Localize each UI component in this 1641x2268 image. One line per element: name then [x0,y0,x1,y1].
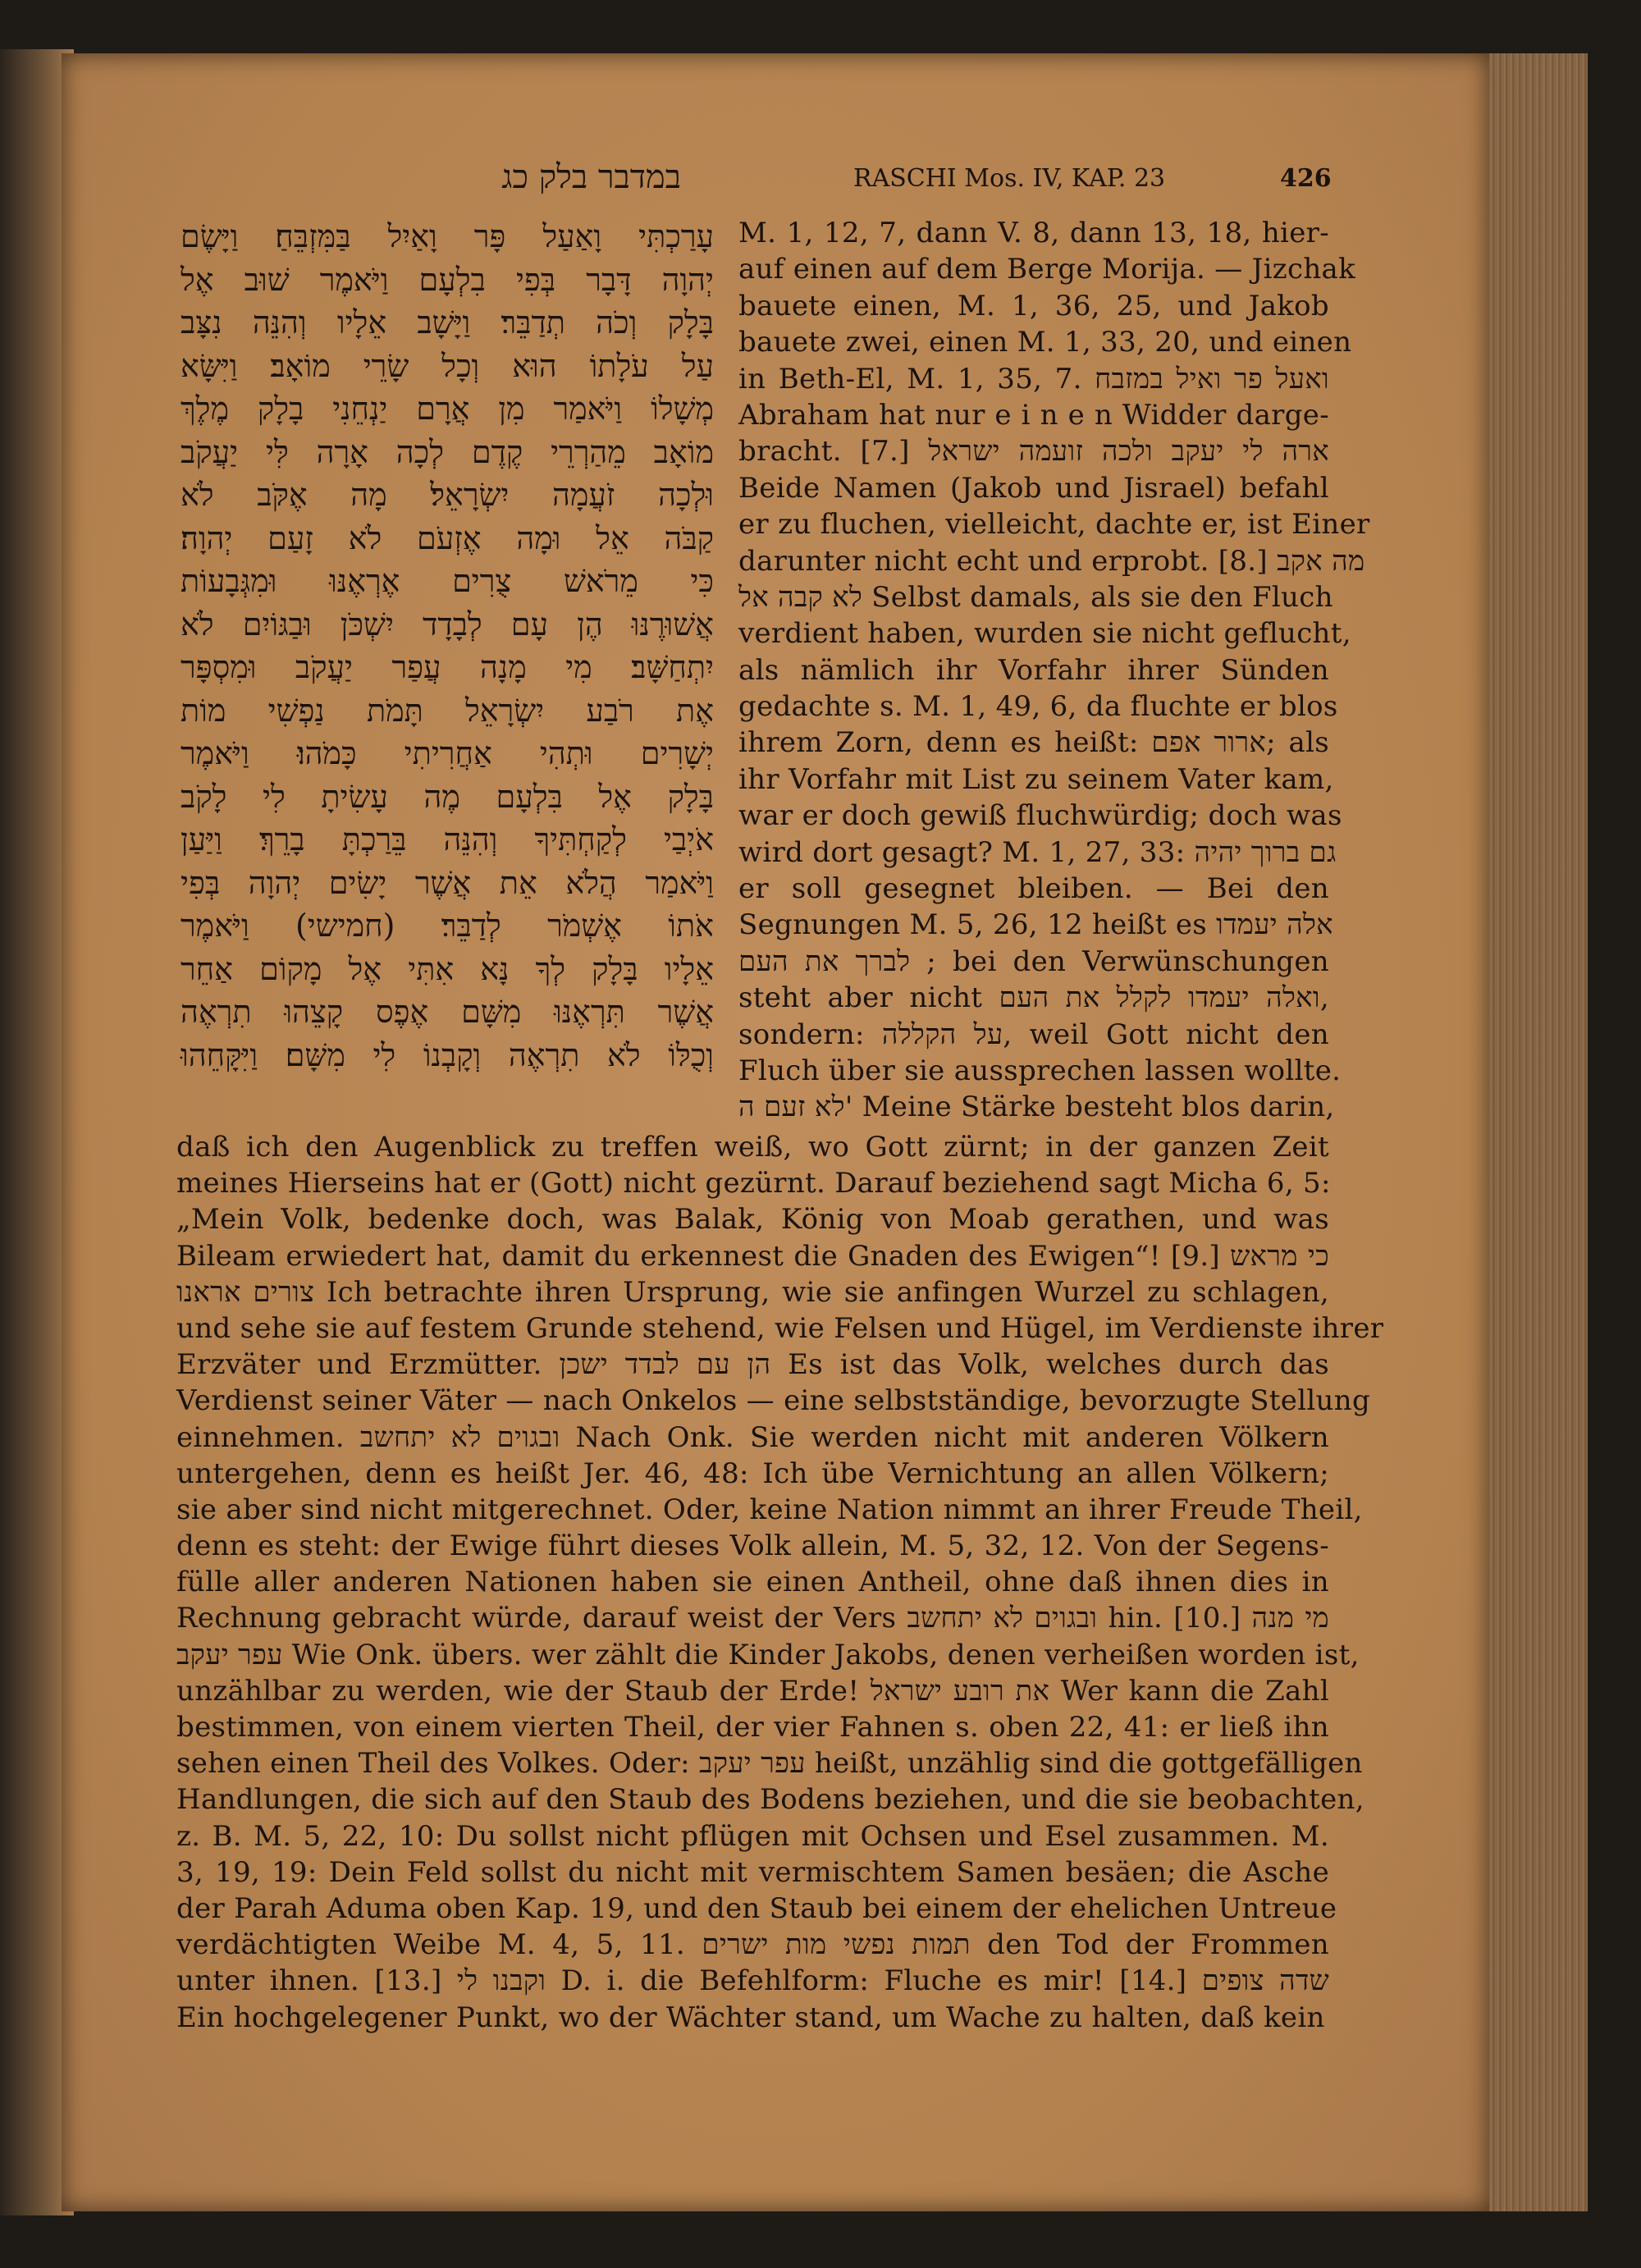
de-line-text: sondern: על הקללה, weil Gott nicht den [738,1017,1329,1051]
fw-line-text: Ein hochgelegener Punkt, wo der Wächter stand, um Wache zu halten, daß kein [176,2001,1325,2034]
heb-line-text: וַיֹּאמַר הֲלֹא אֵת אֲשֶׁר יָשִׂים יְהוָה בְּפִי [181,864,714,901]
heb-line-text: אֶת רֹבַע יִשְׂרָאֵל תָּמֹת נַפְשִׁי מוֹת [181,692,714,729]
de-line-text: verdient haben, wurden sie nicht geflucht, [738,617,1351,651]
fw-line-text: denn es steht: der Ewige führt dieses Volk allein, M. 5, 32, 12. Von der Segens- [176,1530,1329,1563]
heb-line-text: אֹתוֹ אֶשְׁמֹר לְדַבֵּר׃ (חמישי) וַיֹּאמֶר [181,908,714,944]
fw-line-text: z. B. M. 5, 22, 10: Du sollst nicht pflügen mit Ochsen und Esel zusammen. M. [176,1819,1329,1853]
de-line-text: gedachte s. M. 1, 49, 6, da fluchte er blos [738,690,1338,724]
hebrew-running-head: במדבר בלק כג [501,158,681,196]
page-edges [1489,53,1588,2211]
fw-line-text: sie aber sind nicht mitgerechnet. Oder, keine Nation nimmt an ihrer Freude Theil, [176,1493,1363,1526]
heb-line-text: בָּלָק אֶל בִּלְעָם מֶה עָשִׂיתָ לִי לָקֹב [181,778,714,815]
fw-line-text: bestimmen, von einem vierten Theil, der vier Fahnen s. oben 22, 41: er ließ ihn [176,1711,1329,1744]
de-line-text: Abraham hat nur e i n e n Widder darge- [738,398,1329,432]
fw-line-text: unzählbar zu werden, wie der Staub der Erde! את רובע ישראל Wer kann die Zahl [176,1674,1329,1708]
de-line-text: Beide Namen (Jakob und Jisrael) befahl [738,471,1329,505]
heb-line-text: וּלְכָה זֹעֲמָה יִשְׂרָאֵל׃ מָה אֶקֹּב לֹא [181,477,714,513]
de-line-text: bauete zwei, einen M. 1, 33, 20, und einen [738,326,1352,359]
fw-line-text: meines Hierseins hat er (Gott) nicht gezürnt. Darauf beziehend sagt Micha 6, 5: [176,1167,1331,1200]
heb-line-text: עָרַכְתִּי וָאַעַל פָּר וָאַיִל בַּמִּזְבֵּחַ׃ וַיָּשֶׂם [181,218,714,254]
fw-line-text: Handlungen, die sich auf den Staub des Bodens beziehen, und die sie beobachten, [176,1783,1364,1817]
heb-line-text: יְהוָה דָּבָר בְּפִי בִלְעָם וַיֹּאמֶר שׁוּב אֶל [181,261,714,298]
heb-line-text: אֵלָיו בָּלָק לְךָ נָּא אִתִּי אֶל מָקוֹם אַחֵר [181,950,714,987]
fw-line-text: Erzväter und Erzmütter. הן עם לבדד ישכן Es ist das Volk, welches durch das [176,1348,1329,1382]
de-line-text: als nämlich ihr Vorfahr ihrer Sünden [738,653,1329,687]
de-line-text: ihrem Zorn, denn es heißt: ארור אפם; als [738,726,1329,760]
fw-line-text: fülle aller anderen Nationen haben sie einen Antheil, ohne daß ihnen dies in [176,1566,1329,1599]
page-number: 426 [1280,164,1332,193]
fw-line-text: einnehmen. ובגוים לא יתחשב Nach Onk. Sie werden nicht mit anderen Völkern [176,1420,1329,1454]
fw-line-text: und sehe sie auf festem Grunde stehend, wie Felsen und Hügel, im Verdienste ihrer [176,1311,1384,1345]
fw-line-text: Verdienst seiner Väter — nach Onkelos — eine selbstständige, bevorzugte Stellung [176,1384,1371,1418]
de-line-text: wird dort gesagt? M. 1, 27, 33: גם ברוך יהיה [738,835,1337,869]
fw-line-text: verdächtigten Weibe M. 4, 5, 11. תמות נפשי מות ישרים den Tod der Frommen [176,1928,1329,1962]
de-line-text: לא קבה אל Selbst damals, als sie den Fluch [738,580,1333,614]
de-line-text: in Beth-El, M. 1, 35, 7. ואעל פר ואיל במזבח [738,362,1329,396]
fw-line-text: „Mein Volk, bedenke doch, was Balak, König von Moab gerathen, und was [176,1203,1329,1237]
de-line-text: auf einen auf dem Berge Morija. — Jizchak [738,253,1355,286]
de-line-text: Segnungen M. 5, 26, 12 heißt es אלה יעמדו [738,908,1333,942]
heb-line-text: כִּי מֵרֹאשׁ צֻרִים אֶרְאֶנּוּ וּמִגְּבָעוֹת [181,563,714,599]
de-line-text: bracht. [7.] ארה לי יעקב ולכה זועמה ישראל [738,435,1330,469]
heb-line-text: יְשָׁרִים וּתְהִי אַחֲרִיתִי כָּמֹהוּ׃ וַיֹּאמֶר [181,735,714,771]
de-line-text: Fluch über sie aussprechen lassen wollte. [738,1054,1342,1087]
running-head-title: RASCHI Mos. IV, KAP. 23 [853,164,1166,193]
commentary-full-width [176,1129,1384,2036]
heb-line-text: מְשָׁלוֹ וַיֹּאמַר מִן אֲרָם יַנְחֵנִי בָלָק מֶלֶךְ [181,391,714,427]
de-line-text: bauete einen, M. 1, 36, 25, und Jakob [738,289,1329,322]
de-line-text: ihr Vorfahr mit List zu seinem Vater kam, [738,762,1334,796]
heb-line-text: בָּלָק וְכֹה תְדַבֵּר׃ וַיָּשָׁב אֵלָיו וְהִנֵּה נִצָּב [181,304,714,341]
commentary-right-column [738,215,1370,1126]
heb-line-text: מוֹאָב מֵהַרְרֵי קֶדֶם לְכָה אָרָה לִּי יַעֲקֹב [181,433,714,470]
fw-line-text: der Parah Aduma oben Kap. 19, und den Staub bei einem der ehelichen Untreue [176,1891,1337,1925]
de-line-text: er soll gesegnet bleiben. — Bei den [738,872,1329,906]
de-line-text: לא זעם ה' Meine Stärke besteht blos darin, [738,1091,1335,1124]
de-line-text: steht aber nicht ואלה יעמדו לקלל את העם, [738,981,1329,1015]
fw-line-text: Rechnung gebracht würde, darauf weist der Vers ובגוים לא יתחשב hin. [10.] מי מנה [176,1602,1329,1635]
fw-line-text: 3, 19, 19: Dein Feld sollst du nicht mit vermischtem Samen besäen; die Asche [176,1855,1329,1889]
heb-line-text: אֲשֶׁר תִּרְאֶנּוּ מִשָּׁם אֶפֶס קָצֵהוּ תִרְאֶה [181,994,714,1030]
heb-line-text: וְכֻלּוֹ לֹא תִרְאֶה וְקָבְנוֹ לִי מִשָּׁם׃ וַיִּקָּחֵהוּ [181,1036,714,1073]
heb-line-text: אֲשׁוּרֶנּוּ הֶן עָם לְבָדָד יִשְׁכֹּן וּבַגּוֹיִם לֹא [181,606,714,642]
fw-line-text: צורים אראנו Ich betrachte ihren Ursprung, wie sie anfingen Wurzel zu schlagen, [176,1275,1329,1309]
heb-line-text: יִתְחַשָּׁב׃ מִי מָנָה עֲפַר יַעֲקֹב וּמִסְפָּר [181,649,714,685]
fw-line-text: Bileam erwiedert hat, damit du erkennest die Gnaden des Ewigen“! [9.] כי מראש [176,1239,1329,1273]
de-line-text: darunter nicht echt und erprobt. [8.] מה אקב [738,544,1365,578]
fw-line-text: sehen einen Theil des Volkes. Oder: עפר יעקב heißt, unzählig sind die gottgefälligen [176,1747,1363,1781]
fw-line-text: עפר יעקב Wie Onk. übers. wer zählt die Kinder Jakobs, denen verheißen worden ist, [176,1638,1360,1671]
de-line-text: er zu fluchen, vielleicht, dachte er, ist Einer [738,508,1370,542]
fw-line-text: untergehen, denn es heißt Jer. 46, 48: Ich übe Vernichtung an allen Völkern; [176,1456,1329,1490]
de-line-text: M. 1, 12, 7, dann V. 8, dann 13, 18, hier- [738,217,1329,249]
hebrew-bible-text [181,215,714,1077]
heb-line-text: עַל עֹלָתוֹ הוּא וְכָל שָׂרֵי מוֹאָב׃ וַיִּשָּׂא [181,347,714,384]
heb-line-text: אֹיְבַי לְקַחְתִּיךָ וְהִנֵּה בֵּרַכְתָּ בָרֵךְ׃ וַיַּעַן [181,821,714,857]
de-line-text: war er doch gewiß fluchwürdig; doch was [738,799,1342,833]
de-line-text: לברך את העם ; bei den Verwünschungen [738,944,1329,978]
fw-line-text: daß ich den Augenblick zu treffen weiß, wo Gott zürnt; in der ganzen Zeit [176,1131,1329,1164]
fw-line-text: unter ihnen. [13.] וקבנו לי D. i. die Befehlform: Fluche es mir! [14.] שדה צופים [176,1964,1329,1998]
heb-line-text: קַבֹּה אֵל וּמָה אֶזְעֹם לֹא זָעַם יְהוָה׃ [181,519,714,556]
